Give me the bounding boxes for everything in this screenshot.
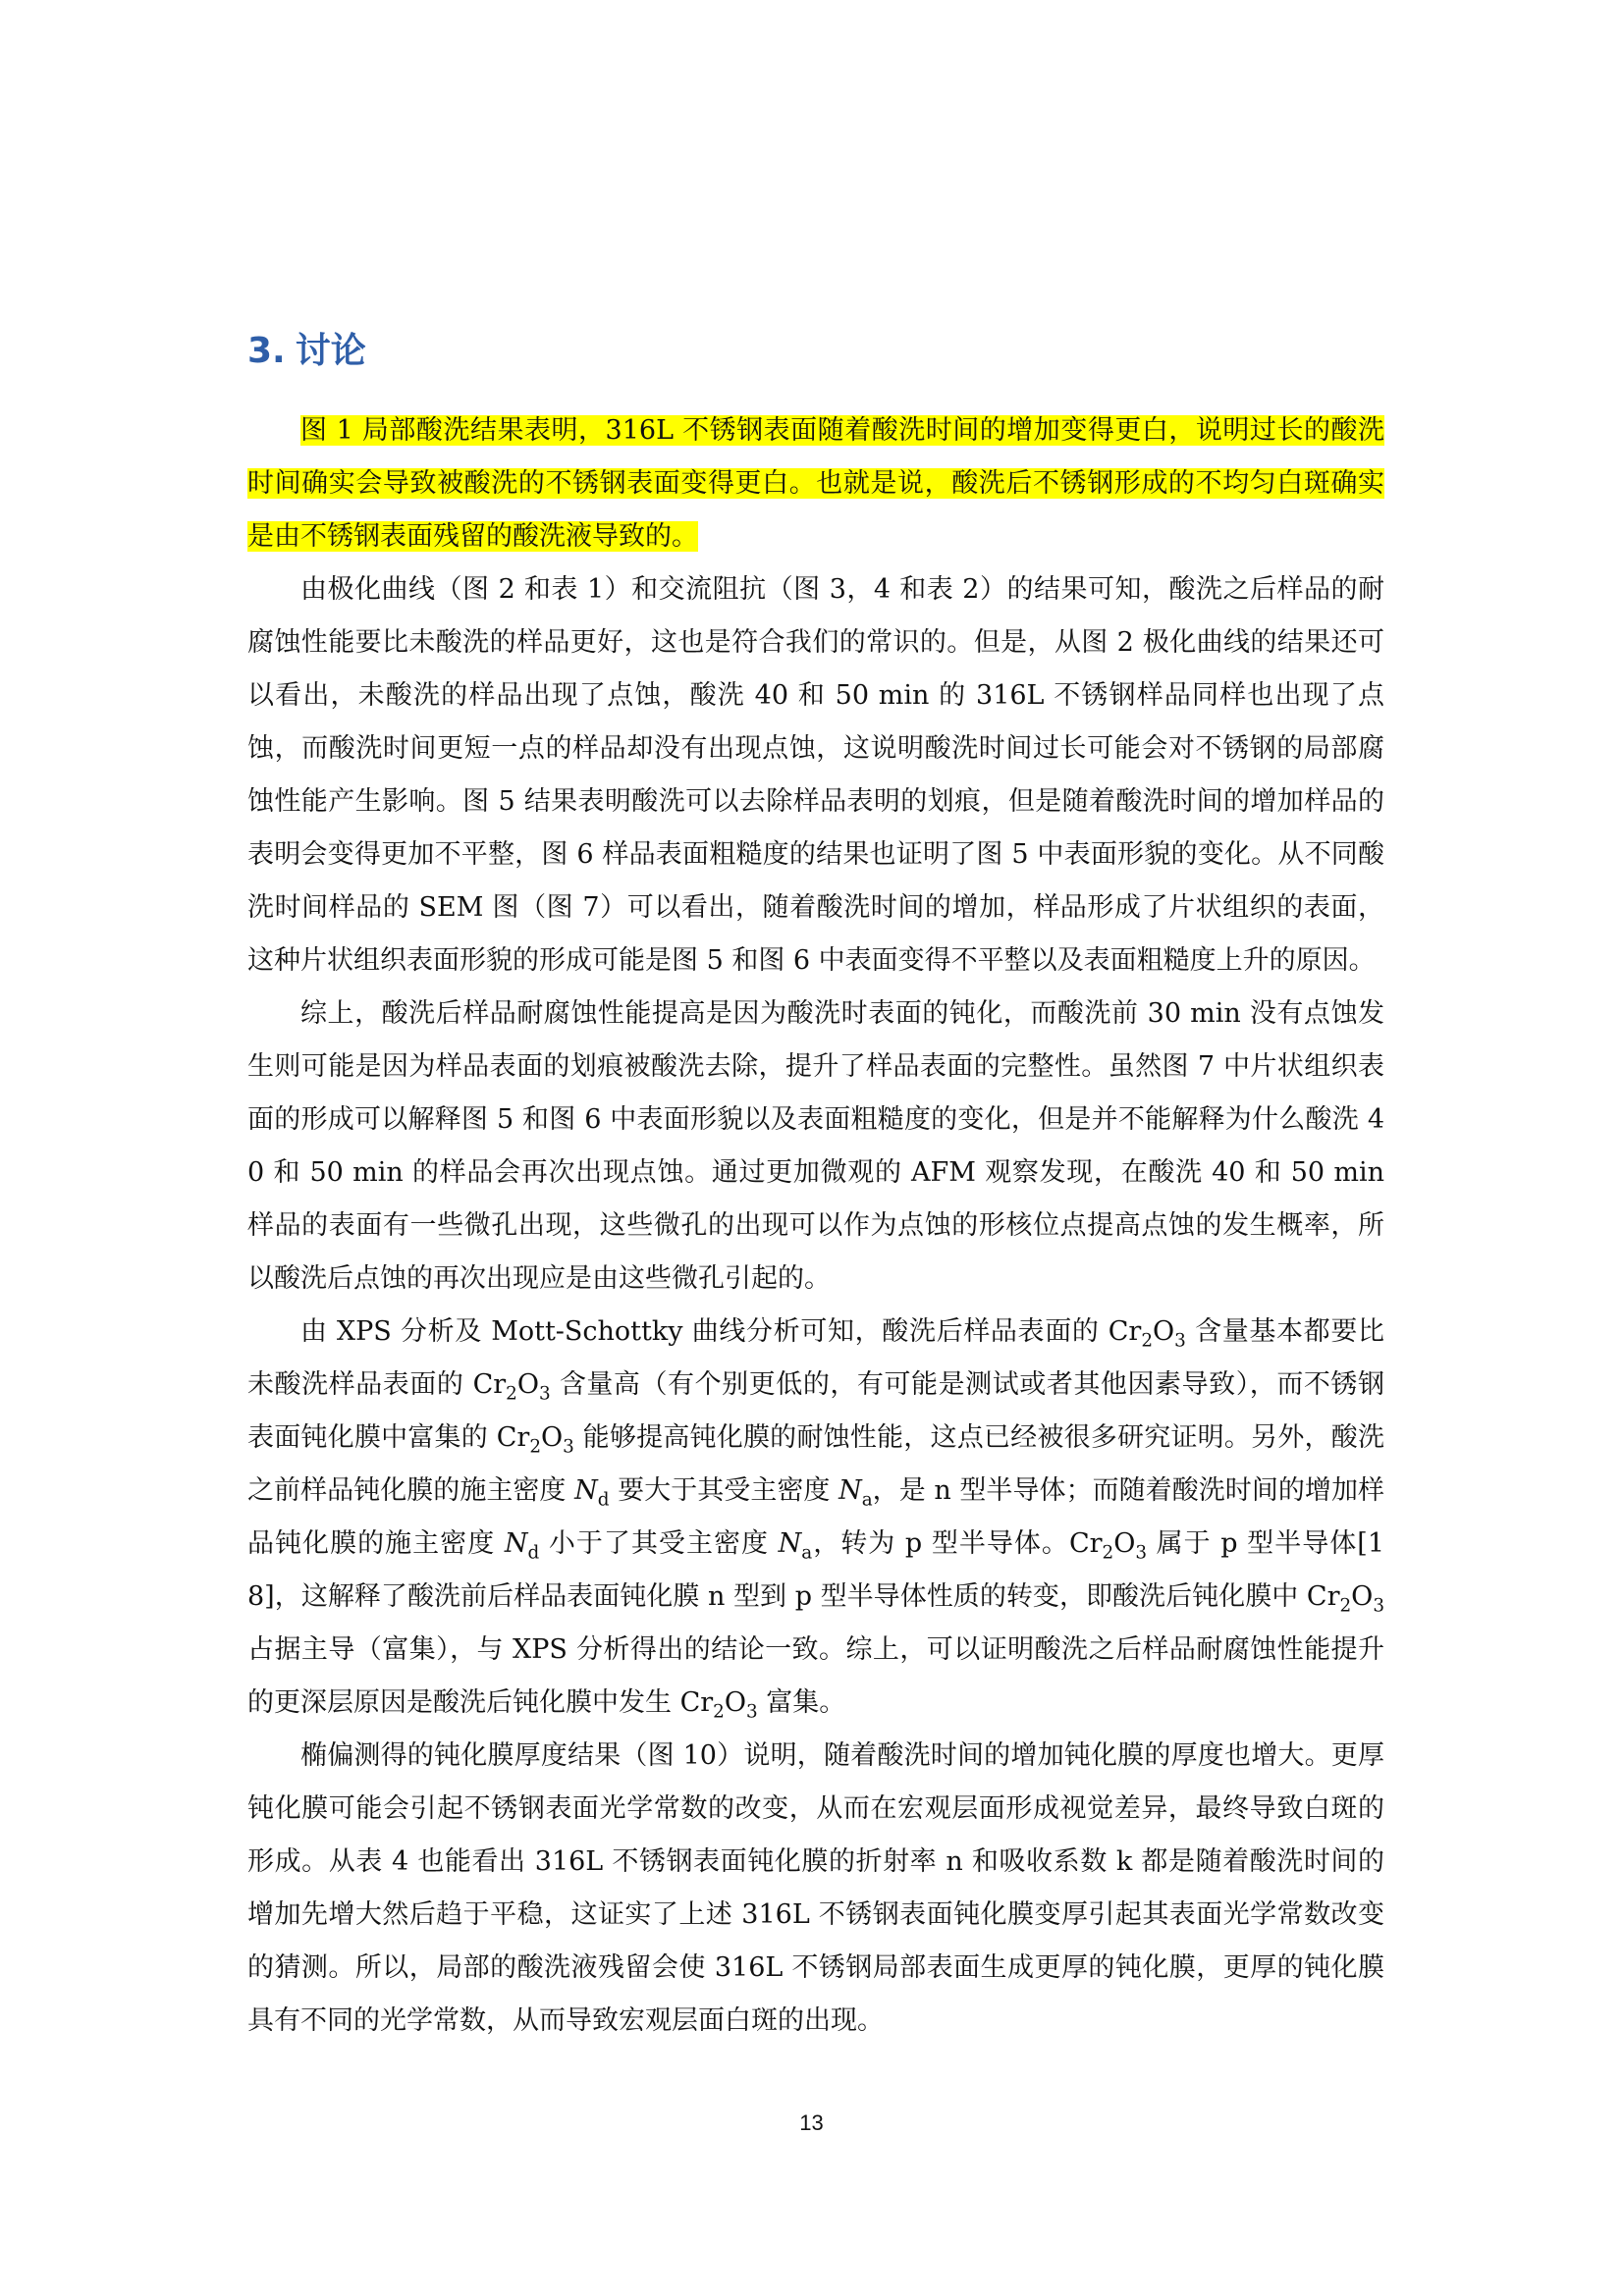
formula-na: $N_a$ — [778, 1528, 813, 1564]
paragraph-1 — [247, 404, 1384, 563]
text-run: 由 XPS 分析及 Mott-Schottky 曲线分析可知，酸洗后样品表面的 — [300, 1316, 1109, 1347]
text-run: 富集。 — [757, 1687, 846, 1718]
text-run: 属于 p 型半导体[18]，这解释了酸洗前后样品表面钝化膜 n 型到 p 型半导体性质的转变，即酸洗后钝化膜中 — [247, 1528, 1384, 1612]
formula-cr2o3: $Cr_2O_3$ — [1068, 1528, 1148, 1564]
text-run: ，转为 p 型半导体。 — [812, 1528, 1069, 1559]
text-run: ，是 n 型半导体；而随着酸洗时间的增加样品钝化膜的施主密度 — [247, 1475, 1384, 1559]
text-run: 能够提高钝化膜的耐蚀性能，这点已经被很多研究证明。另外，酸洗之前样品钝化膜的施主密度 — [247, 1422, 1384, 1506]
page-content — [247, 324, 1384, 2048]
text-run: 含量基本都要比未酸洗样品表面的 — [247, 1316, 1384, 1400]
text-run: 要大于其受主密度 — [609, 1475, 839, 1506]
formula-cr2o3: $Cr_2O_3$ — [1108, 1316, 1186, 1352]
paragraph-3: 综上，酸洗后样品耐腐蚀性能提高是因为酸洗时表面的钝化，而酸洗前 30 min 没有点蚀发生则可能是因为样品表面的划痕被酸洗去除，提升了样品表面的完整性。虽然图 7 中片状组织表面的形成可以解释图 5 和图 6 中表面形貌以及表面粗糙度的变化，但是并不能解释为什么酸洗 40 和 50 min 的样品会再次出现点蚀。通过更加微观的 AFM 观察发现，在酸洗 40 和 50 min 样品的表面有一些微孔出现，这些微孔的出现可以作为点蚀的形核位点提高点蚀的发生概率，所以酸洗后点蚀的再次出现应是由这些微孔引起的。 — [247, 998, 1384, 1294]
section-number: 3. — [247, 331, 286, 371]
section-title: 讨论 — [295, 331, 366, 371]
formula-cr2o3: $Cr_2O_3$ — [679, 1687, 758, 1723]
page-number: 13 — [799, 2110, 824, 2135]
formula-cr2o3: $Cr_2O_3$ — [1306, 1581, 1384, 1617]
formula-cr2o3: $Cr_2O_3$ — [472, 1369, 551, 1405]
formula-cr2o3: $Cr_2O_3$ — [496, 1422, 574, 1458]
paragraph-4 — [247, 1306, 1384, 1730]
highlighted-text: 图 1 局部酸洗结果表明，316L 不锈钢表面随着酸洗时间的增加变得更白，说明过长的酸洗时间确实会导致被酸洗的不锈钢表面变得更白。也就是说，酸洗后不锈钢形成的不均匀白斑确实是由不锈钢表面残留的酸洗液导致的。 — [247, 415, 1384, 552]
formula-na: $N_a$ — [839, 1475, 873, 1511]
section-heading — [247, 324, 1384, 379]
paragraph-2: 由极化曲线（图 2 和表 1）和交流阻抗（图 3，4 和表 2）的结果可知，酸洗之后样品的耐腐蚀性能要比未酸洗的样品更好，这也是符合我们的常识的。但是，从图 2 极化曲线的结果还可以看出，未酸洗的样品出现了点蚀，酸洗 40 和 50 min 的 316L 不锈钢样品同样也出现了点蚀，而酸洗时间更短一点的样品却没有出现点蚀，这说明酸洗时间过长可能会对不锈钢的局部腐蚀性能产生影响。图 5 结果表明酸洗可以去除样品表明的划痕，但是随着酸洗时间的增加样品的表明会变得更加不平整，图 6 样品表面粗糙度的结果也证明了图 5 中表面形貌的变化。从不同酸洗时间样品的 SEM 图（图 7）可以看出，随着酸洗时间的增加，样品形成了片状组织的表面，这种片状组织表面形貌的形成可能是图 5 和图 6 中表面变得不平整以及表面粗糙度上升的原因。 — [247, 574, 1384, 976]
formula-nd: $N_d$ — [504, 1528, 540, 1564]
text-run: 小于了其受主密度 — [539, 1528, 779, 1559]
text-run: 含量高（有个别更低的，有可能是测试或者其他因素导致），而不锈钢表面钝化膜中富集的 — [247, 1369, 1384, 1453]
paragraph-5: 椭偏测得的钝化膜厚度结果（图 10）说明，随着酸洗时间的增加钝化膜的厚度也增大。更厚钝化膜可能会引起不锈钢表面光学常数的改变，从而在宏观层面形成视觉差异，最终导致白斑的形成。从表 4 也能看出 316L 不锈钢表面钝化膜的折射率 n 和吸收系数 k 都是随着酸洗时间的增加先增大然后趋于平稳，这证实了上述 316L 不锈钢表面钝化膜变厚引起其表面光学常数改变的猜测。所以，局部的酸洗液残留会使 316L 不锈钢局部表面生成更厚的钝化膜，更厚的钝化膜具有不同的光学常数，从而导致宏观层面白斑的出现。 — [247, 1740, 1384, 2036]
formula-nd: $N_d$ — [574, 1475, 610, 1511]
text-run: 占据主导（富集），与 XPS 分析得出的结论一致。综上，可以证明酸洗之后样品耐腐蚀性能提升的更深层原因是酸洗后钝化膜中发生 — [247, 1634, 1384, 1718]
